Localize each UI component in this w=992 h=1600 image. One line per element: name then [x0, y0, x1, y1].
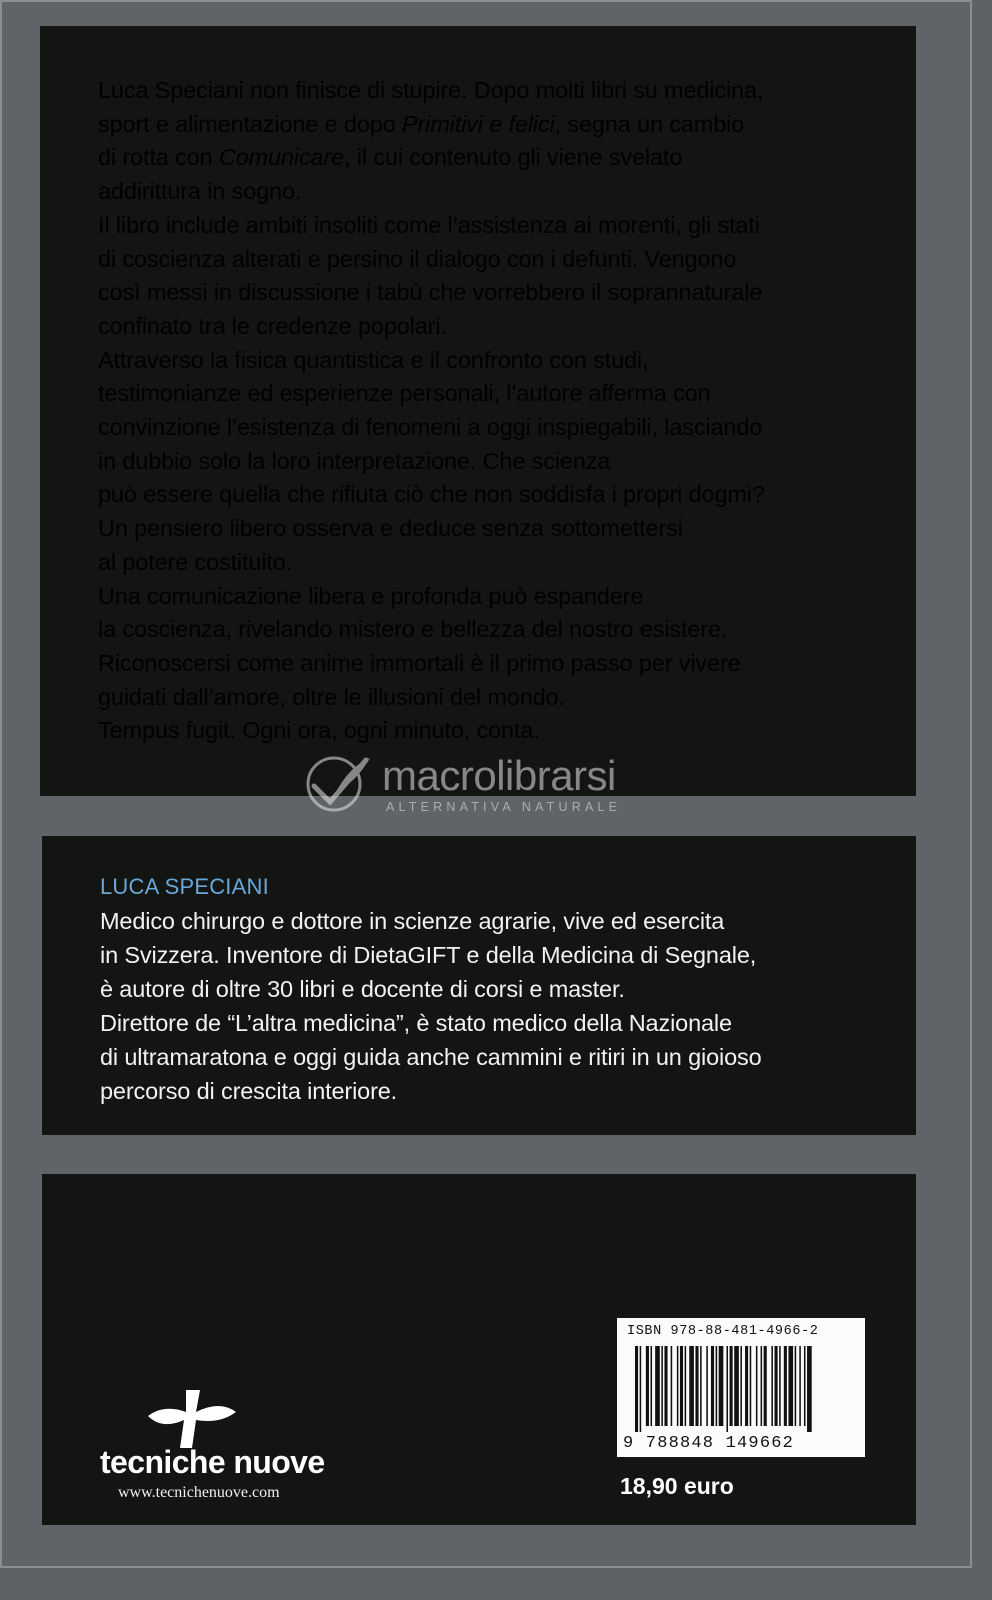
bio-line: è autore di oltre 30 libri e docente di corsi e master.: [100, 976, 625, 1002]
blurb-line: Una comunicazione libera e profonda può espandere: [98, 582, 644, 609]
barcode-bar: [784, 1346, 787, 1426]
barcode-bar: [788, 1346, 793, 1426]
barcode-bar: [706, 1346, 708, 1426]
barcode-bar: [700, 1346, 702, 1426]
leaf-check-icon: [296, 752, 376, 816]
barcode-bar: [671, 1346, 673, 1426]
blurb-line: può essere quella che rifiuta ciò che non soddisfa i propri dogmi?: [98, 481, 765, 508]
barcode-bar: [685, 1346, 687, 1426]
blurb-line: addirittura in sogno.: [98, 178, 302, 205]
barcode-bar: [761, 1346, 763, 1426]
blurb-line: in dubbio solo la loro interpretazione. Che scienza: [98, 447, 611, 474]
bio-line: in Svizzera. Inventore di DietaGIFT e della Medicina di Segnale,: [100, 942, 757, 968]
barcode-bar: [730, 1346, 733, 1426]
blurb-line: Tempus fugit. Ogni ora, ogni minuto, conta.: [98, 717, 540, 744]
isbn-label: ISBN 978-88-481-4966-2: [627, 1324, 819, 1339]
blurb-line: convinzione l’esistenza di fenomeni a oggi inspiegabili, lasciando: [98, 414, 763, 441]
blurb-line: di coscienza alterati e persino il dialogo con i defunti. Vengono: [98, 245, 737, 272]
publisher-url: www.tecnichenuove.com: [118, 1484, 280, 1501]
barcode-bar: [807, 1346, 812, 1432]
blurb-line: al potere costituito.: [98, 548, 293, 575]
barcode-bar: [677, 1346, 679, 1426]
barcode-bar: [716, 1346, 718, 1426]
barcode-bar: [804, 1346, 806, 1426]
author-name: LUCA SPECIANI: [100, 874, 269, 899]
barcode-bar: [695, 1346, 698, 1426]
barcode-bar: [640, 1346, 642, 1432]
bio-line: percorso di crescita interiore.: [100, 1078, 398, 1104]
barcode-bar: [771, 1346, 773, 1426]
barcode-bar: [680, 1346, 683, 1426]
bio-line: di ultramaratona e oggi guida anche cammini e ritiri in un gioioso: [100, 1044, 762, 1070]
blurb-line: Il libro include ambiti insoliti come l’assistenza ai morenti, gli stati: [98, 211, 760, 238]
bio-line: Direttore de “L’altra medicina”, è stato medico della Nazionale: [100, 1010, 732, 1036]
barcode-bar: [651, 1346, 653, 1426]
barcode-bar: [719, 1346, 724, 1426]
barcode-bar: [646, 1346, 649, 1426]
barcode-bar: [655, 1346, 660, 1426]
barcode-bar: [689, 1346, 694, 1426]
author-panel: [42, 836, 916, 1135]
barcode-bar: [750, 1346, 752, 1426]
barcode-digits: 9 788848 149662: [623, 1434, 795, 1453]
watermark-name: macrolibrarsi: [382, 752, 616, 799]
barcode-bar: [711, 1346, 714, 1426]
barcode-bar: [764, 1346, 767, 1426]
publisher-name: tecniche nuove: [100, 1444, 325, 1480]
bio-line: Medico chirurgo e dottore in scienze agrarie, vive ed esercita: [100, 908, 725, 934]
blurb-line: testimonianze ed esperienze personali, l’autore afferma con: [98, 380, 711, 407]
watermark-tagline: ALTERNATIVA NATURALE: [386, 800, 622, 814]
barcode-bar: [740, 1346, 742, 1426]
barcode-bar: [661, 1346, 663, 1426]
blurb-line: guidati dall’amore, oltre le illusioni del mondo.: [98, 683, 565, 710]
blurb-line: di rotta con Comunicare, il cui contenuto gli viene svelato: [98, 144, 683, 171]
blurb-line: Riconoscersi come anime immortali è il primo passo per vivere: [98, 649, 741, 676]
blurb-text: [98, 74, 888, 748]
barcode-bar: [799, 1346, 801, 1426]
barcode-bar: [756, 1346, 758, 1426]
barcode-bars: [621, 1346, 861, 1432]
author-bio: [100, 904, 900, 1108]
isbn-barcode: [617, 1318, 865, 1457]
barcode-bar: [664, 1346, 667, 1426]
macrolibrarsi-watermark: [296, 748, 696, 818]
publisher-logo-icon: [140, 1390, 250, 1448]
blurb-line: così messi in discussione i tabù che vorrebbero il soprannaturale: [98, 279, 763, 306]
blurb-line: Attraverso la fisica quantistica e il confronto con studi,: [98, 346, 649, 373]
barcode-bar: [795, 1346, 797, 1426]
blurb-line: sport e alimentazione e dopo Primitivi e felici, segna un cambio: [98, 110, 745, 137]
price: 18,90 euro: [620, 1473, 734, 1499]
blurb-line: la coscienza, rivelando mistero e bellezza del nostro esistere.: [98, 616, 728, 643]
barcode-bar: [734, 1346, 739, 1426]
barcode-bar: [726, 1346, 728, 1432]
barcode-bar: [745, 1346, 748, 1426]
blurb-line: confinato tra le credenze popolari.: [98, 312, 447, 339]
barcode-bar: [775, 1346, 778, 1426]
barcode-bar: [779, 1346, 781, 1426]
blurb-line: Luca Speciani non finisce di stupire. Dopo molti libri su medicina,: [98, 77, 764, 103]
blurb-line: Un pensiero libero osserva e deduce senza sottomettersi: [98, 515, 683, 542]
barcode-bar: [635, 1346, 638, 1432]
